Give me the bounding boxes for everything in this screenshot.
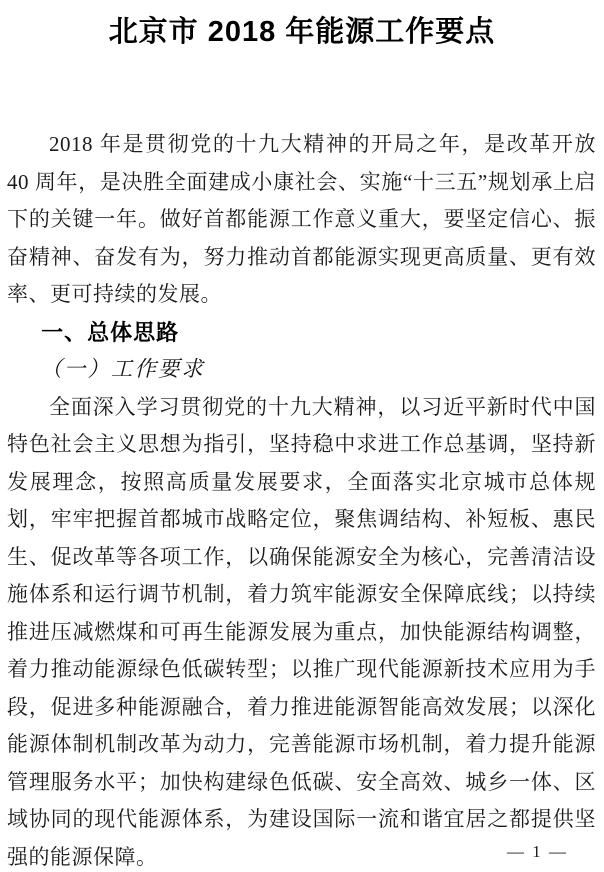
document-title: 北京市 2018 年能源工作要点	[108, 16, 496, 48]
document-body	[7, 126, 596, 872]
work-requirements-paragraph: 全面深入学习贯彻党的十九大精神，以习近平新时代中国特色社会主义思想为指引，坚持稳中求进工作总基调，坚持新发展理念，按照高质量发展要求，全面落实北京城市总体规划，牢牢把握首都城市战略定位，聚焦调结构、补短板、惠民生、促改革等各项工作，以确保能源安全为核心，完善清洁设施体系和运行调节机制，着力筑牢能源安全保障底线；以持续推进压减燃煤和可再生能源发展为重点，加快能源结构调整，着力推动能源绿色低碳转型；以推广现代能源新技术应用为手段，促进多种能源融合，着力推进能源智能高效发展；以深化能源体制机制改革为动力，完善能源市场机制，着力提升能源管理服务水平；加快构建绿色低碳、安全高效、城乡一体、区域协同的现代能源体系，为建设国际一流和谐宜居之都提供坚强的能源保障。	[7, 394, 596, 869]
intro-paragraph: 2018 年是贯彻党的十九大精神的开局之年，是改革开放 40 周年，是决胜全面建成小康社会、实施“十三五”规划承上启下的关键一年。做好首都能源工作意义重大，要坚定信心、振奋精神、奋发有为，努力推动首都能源实现更高质量、更有效率、更可持续的发展。	[7, 132, 596, 306]
subsection-heading-work-requirements: （一）工作要求	[40, 357, 205, 381]
page-number: — 1 —	[507, 842, 568, 861]
section-heading-overall-approach: 一、总体思路	[41, 319, 180, 345]
